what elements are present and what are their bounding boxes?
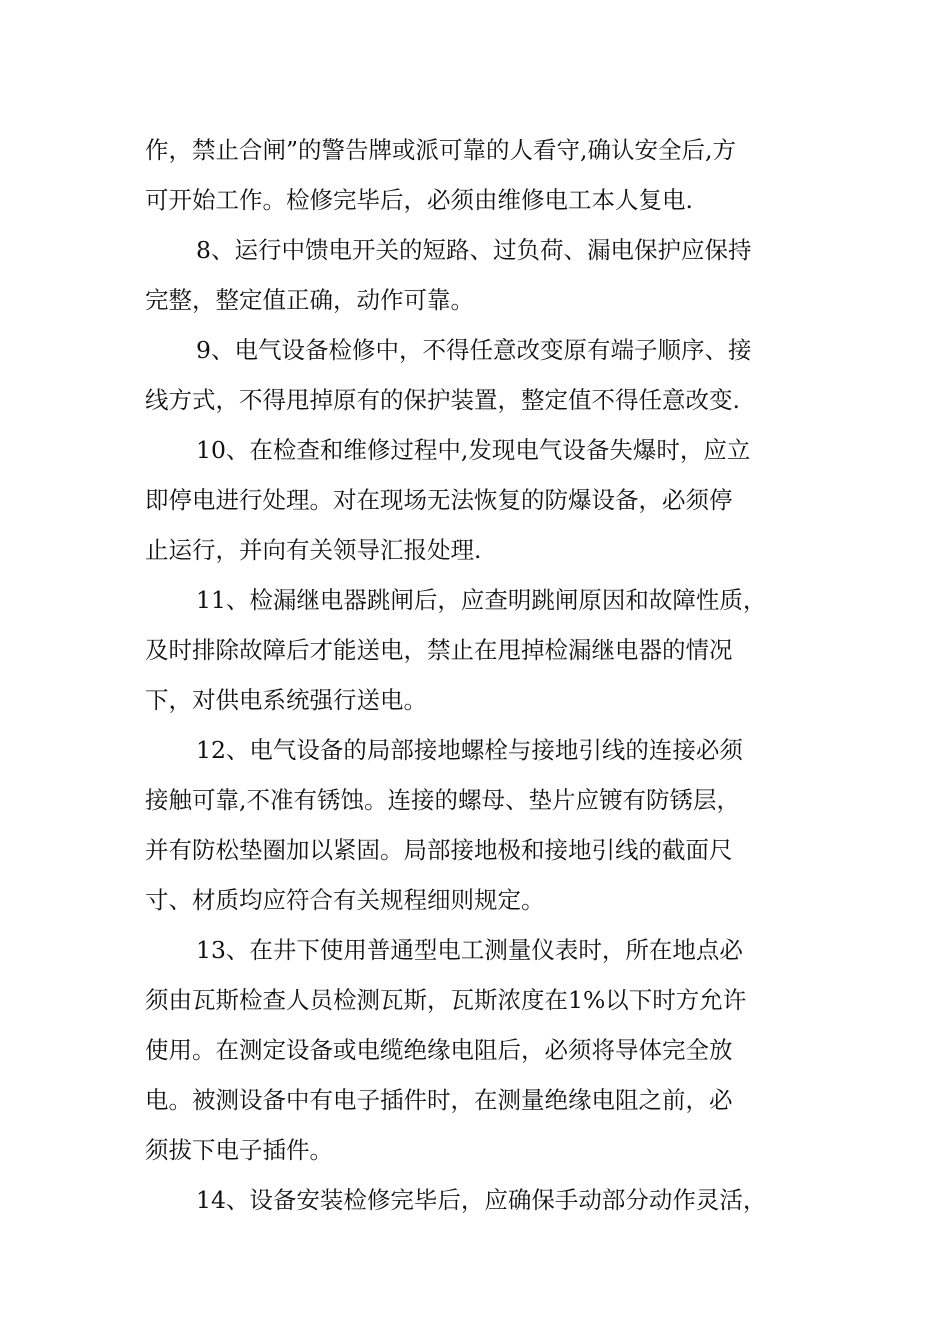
text-line: 接触可靠,不准有锈蚀。连接的螺母、垫片应镀有防锈层， bbox=[145, 786, 740, 814]
text-line: 线方式，不得甩掉原有的保护装置，整定值不得任意改变. bbox=[145, 386, 740, 414]
text-line: 寸、材质均应符合有关规程细则规定。 bbox=[145, 886, 545, 914]
text-line: 电。被测设备中有电子插件时，在测量绝缘电阻之前，必 bbox=[145, 1086, 733, 1114]
text-line: 14、设备安装检修完毕后，应确保手动部分动作灵活， bbox=[196, 1186, 767, 1214]
text-line: 须由瓦斯检查人员检测瓦斯，瓦斯浓度在1%以下时方允许 bbox=[145, 986, 747, 1014]
text-line: 10、在检查和维修过程中,发现电气设备失爆时，应立 bbox=[196, 436, 751, 464]
text-line: 使用。在测定设备或电缆绝缘电阻后，必须将导体完全放 bbox=[145, 1036, 733, 1064]
text-line: 13、在井下使用普通型电工测量仪表时，所在地点必 bbox=[196, 936, 743, 964]
text-line: 并有防松垫圈加以紧固。局部接地极和接地引线的截面尺 bbox=[145, 836, 733, 864]
text-line: 及时排除故障后才能送电，禁止在甩掉检漏继电器的情况 bbox=[145, 636, 733, 664]
text-line: 12、电气设备的局部接地螺栓与接地引线的连接必须 bbox=[196, 736, 743, 764]
text-line: 可开始工作。检修完毕后，必须由维修电工本人复电. bbox=[145, 186, 693, 214]
text-line: 止运行，并向有关领导汇报处理. bbox=[145, 536, 482, 564]
text-line: 9、电气设备检修中，不得任意改变原有端子顺序、接 bbox=[196, 336, 752, 364]
text-line: 即停电进行处理。对在现场无法恢复的防爆设备，必须停 bbox=[145, 486, 733, 514]
text-line: 完整，整定值正确，动作可靠。 bbox=[145, 286, 474, 314]
text-line: 须拔下电子插件。 bbox=[145, 1136, 333, 1164]
text-line: 作，禁止合闸”的警告牌或派可靠的人看守,确认安全后,方 bbox=[145, 136, 736, 164]
text-line: 11、检漏继电器跳闸后，应查明跳闸原因和故障性质， bbox=[196, 586, 767, 614]
text-line: 下，对供电系统强行送电。 bbox=[145, 686, 427, 714]
text-line: 8、运行中馈电开关的短路、过负荷、漏电保护应保持 bbox=[196, 236, 752, 264]
